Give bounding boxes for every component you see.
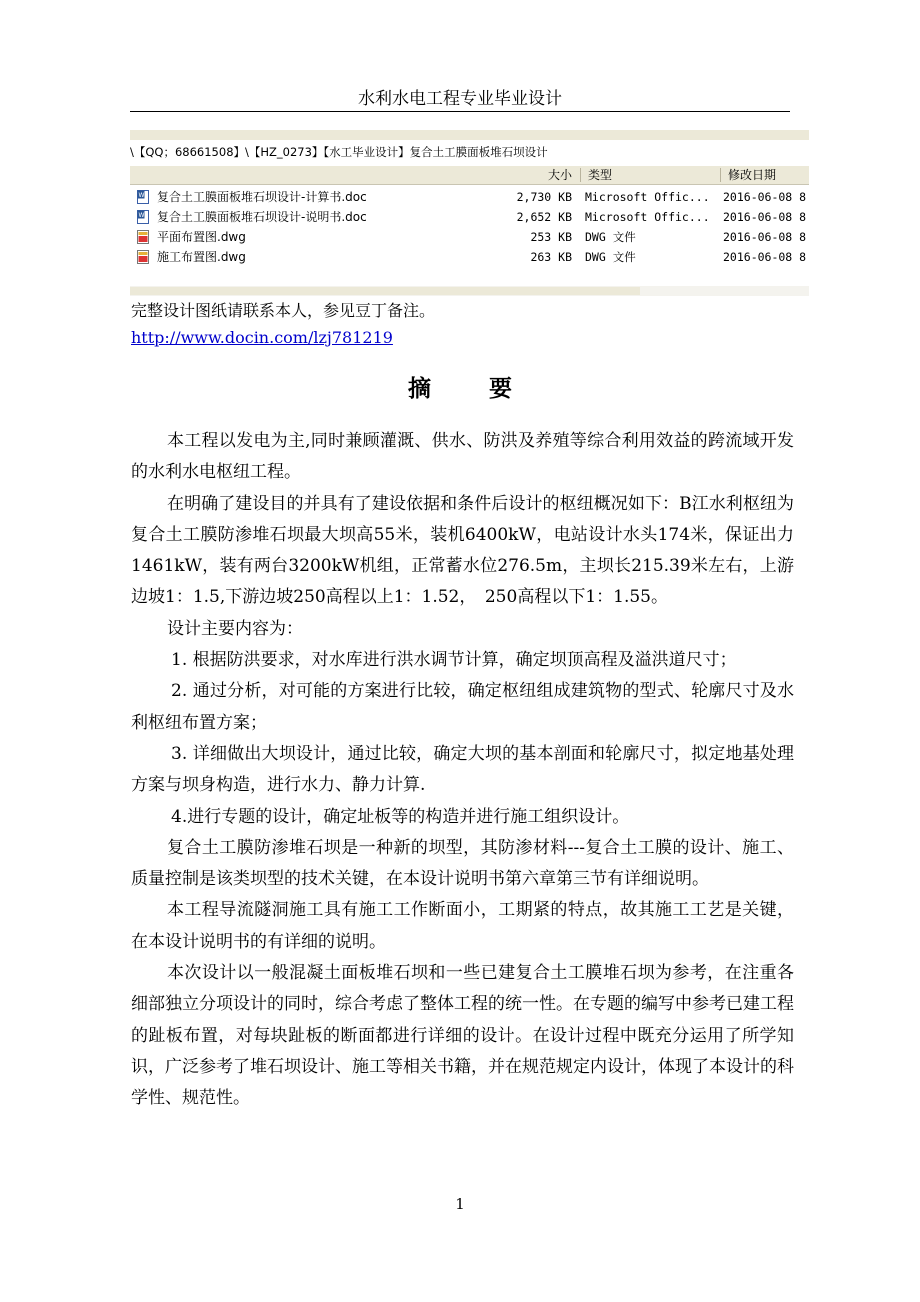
paragraph: 复合土工膜防渗堆石坝是一种新的坝型，其防渗材料---复合土工膜的设计、施工、质量控制是该类坝型的技术关键，在本设计说明书第六章第三节有详细说明。 — [131, 837, 794, 890]
docin-link[interactable]: http://www.docin.com/lzj781219 — [131, 328, 393, 347]
file-date: 2016-06-08 8 — [723, 230, 807, 244]
svg-text:W: W — [138, 212, 145, 219]
word-doc-icon — [137, 190, 149, 204]
file-name: 平面布置图.dwg — [157, 230, 246, 244]
paragraph: 设计主要内容为： — [167, 618, 303, 639]
dwg-file-icon — [137, 250, 149, 264]
file-explorer-screenshot — [130, 130, 809, 296]
file-name: 复合土工膜面板堆石坝设计-计算书.doc — [157, 190, 367, 204]
list-item: 2. 通过分析，对可能的方案进行比较，确定枢纽组成建筑物的型式、轮廓尺寸及水利枢纽布置方案； — [131, 681, 794, 733]
paragraph: 本工程以发电为主,同时兼顾灌溉、供水、防洪及养殖等综合利用效益的跨流域开发的水利水电枢纽工程。 — [131, 431, 794, 483]
file-type: Microsoft Offic... — [585, 210, 710, 224]
scrollbar-thumb — [130, 287, 640, 295]
explorer-path: \【QQ；68661508】\【HZ_0273】【水工毕业设计】复合土工膜面板堆石坝设计 — [130, 145, 548, 159]
file-size: 2,730 KB — [516, 190, 572, 204]
column-header — [130, 166, 809, 185]
file-date: 2016-06-08 8 — [723, 210, 807, 224]
file-row — [130, 247, 809, 267]
list-item: 4.进行专题的设计，确定址板等的构造并进行施工组织设计。 — [171, 806, 630, 827]
file-name: 复合土工膜面板堆石坝设计-说明书.doc — [157, 210, 367, 224]
column-size: 大小 — [547, 168, 572, 182]
list-item: 3. 详细做出大坝设计，通过比较，确定大坝的基本剖面和轮廓尺寸，拟定地基处理方案与坝身构造，进行水力、静力计算. — [131, 743, 794, 796]
paragraph: 本工程导流隧洞施工具有施工工作断面小，工期紧的特点，故其施工工艺是关键，在本设计说明书的有详细的说明。 — [131, 900, 794, 952]
file-type: Microsoft Offic... — [585, 190, 710, 204]
file-type: DWG 文件 — [585, 250, 636, 264]
column-date: 修改日期 — [728, 168, 777, 182]
page-header: 水利水电工程专业毕业设计 — [358, 89, 562, 109]
file-row — [130, 187, 809, 207]
file-type: DWG 文件 — [585, 230, 636, 244]
abstract-title: 摘要 — [408, 376, 570, 402]
column-type: 类型 — [588, 168, 613, 182]
header-rule — [130, 111, 790, 112]
dwg-file-icon — [137, 230, 149, 244]
svg-text:W: W — [138, 192, 145, 199]
list-item: 1. 根据防洪要求，对水库进行洪水调节计算，确定坝顶高程及溢洪道尺寸； — [171, 650, 737, 671]
word-doc-icon — [137, 210, 149, 224]
file-name: 施工布置图.dwg — [157, 250, 246, 264]
file-row — [130, 227, 809, 247]
paragraph: 在明确了建设目的并具有了建设依据和条件后设计的枢纽概况如下：B江水利枢纽为复合土工膜防渗堆石坝最大坝高55米，装机6400kW，电站设计水头174米，保证出力1461kW，装有两台3200kW机组，正常蓄水位276.5m，主坝长215.39米左右，上游边坡1：1.5,下游边坡250高程以上1：1.52， 250高程以下1：1.55。 — [131, 493, 794, 608]
file-size: 253 KB — [530, 230, 572, 244]
file-size: 2,652 KB — [516, 210, 572, 224]
explorer-toolbar-strip — [130, 130, 809, 140]
paragraph: 本次设计以一般混凝土面板堆石坝和一些已建复合土工膜堆石坝为参考，在注重各细部独立分项设计的同时，综合考虑了整体工程的统一性。在专题的编写中参考已建工程的趾板布置，对每块趾板的断面都进行详细的设计。在设计过程中既充分运用了所学知识，广泛参考了堆石坝设计、施工等相关书籍，并在规范规定内设计，体现了本设计的科学性、规范性。 — [131, 963, 794, 1109]
file-date: 2016-06-08 8 — [723, 190, 807, 204]
file-size: 263 KB — [530, 250, 572, 264]
file-date: 2016-06-08 8 — [723, 250, 807, 264]
column-separator — [720, 168, 721, 182]
page-number: 1 — [455, 1195, 465, 1213]
contact-note: 完整设计图纸请联系本人，参见豆丁备注。 — [131, 301, 436, 320]
column-separator — [580, 168, 581, 182]
abstract-body — [131, 426, 794, 1115]
horizontal-scrollbar — [130, 286, 809, 296]
file-row — [130, 207, 809, 227]
